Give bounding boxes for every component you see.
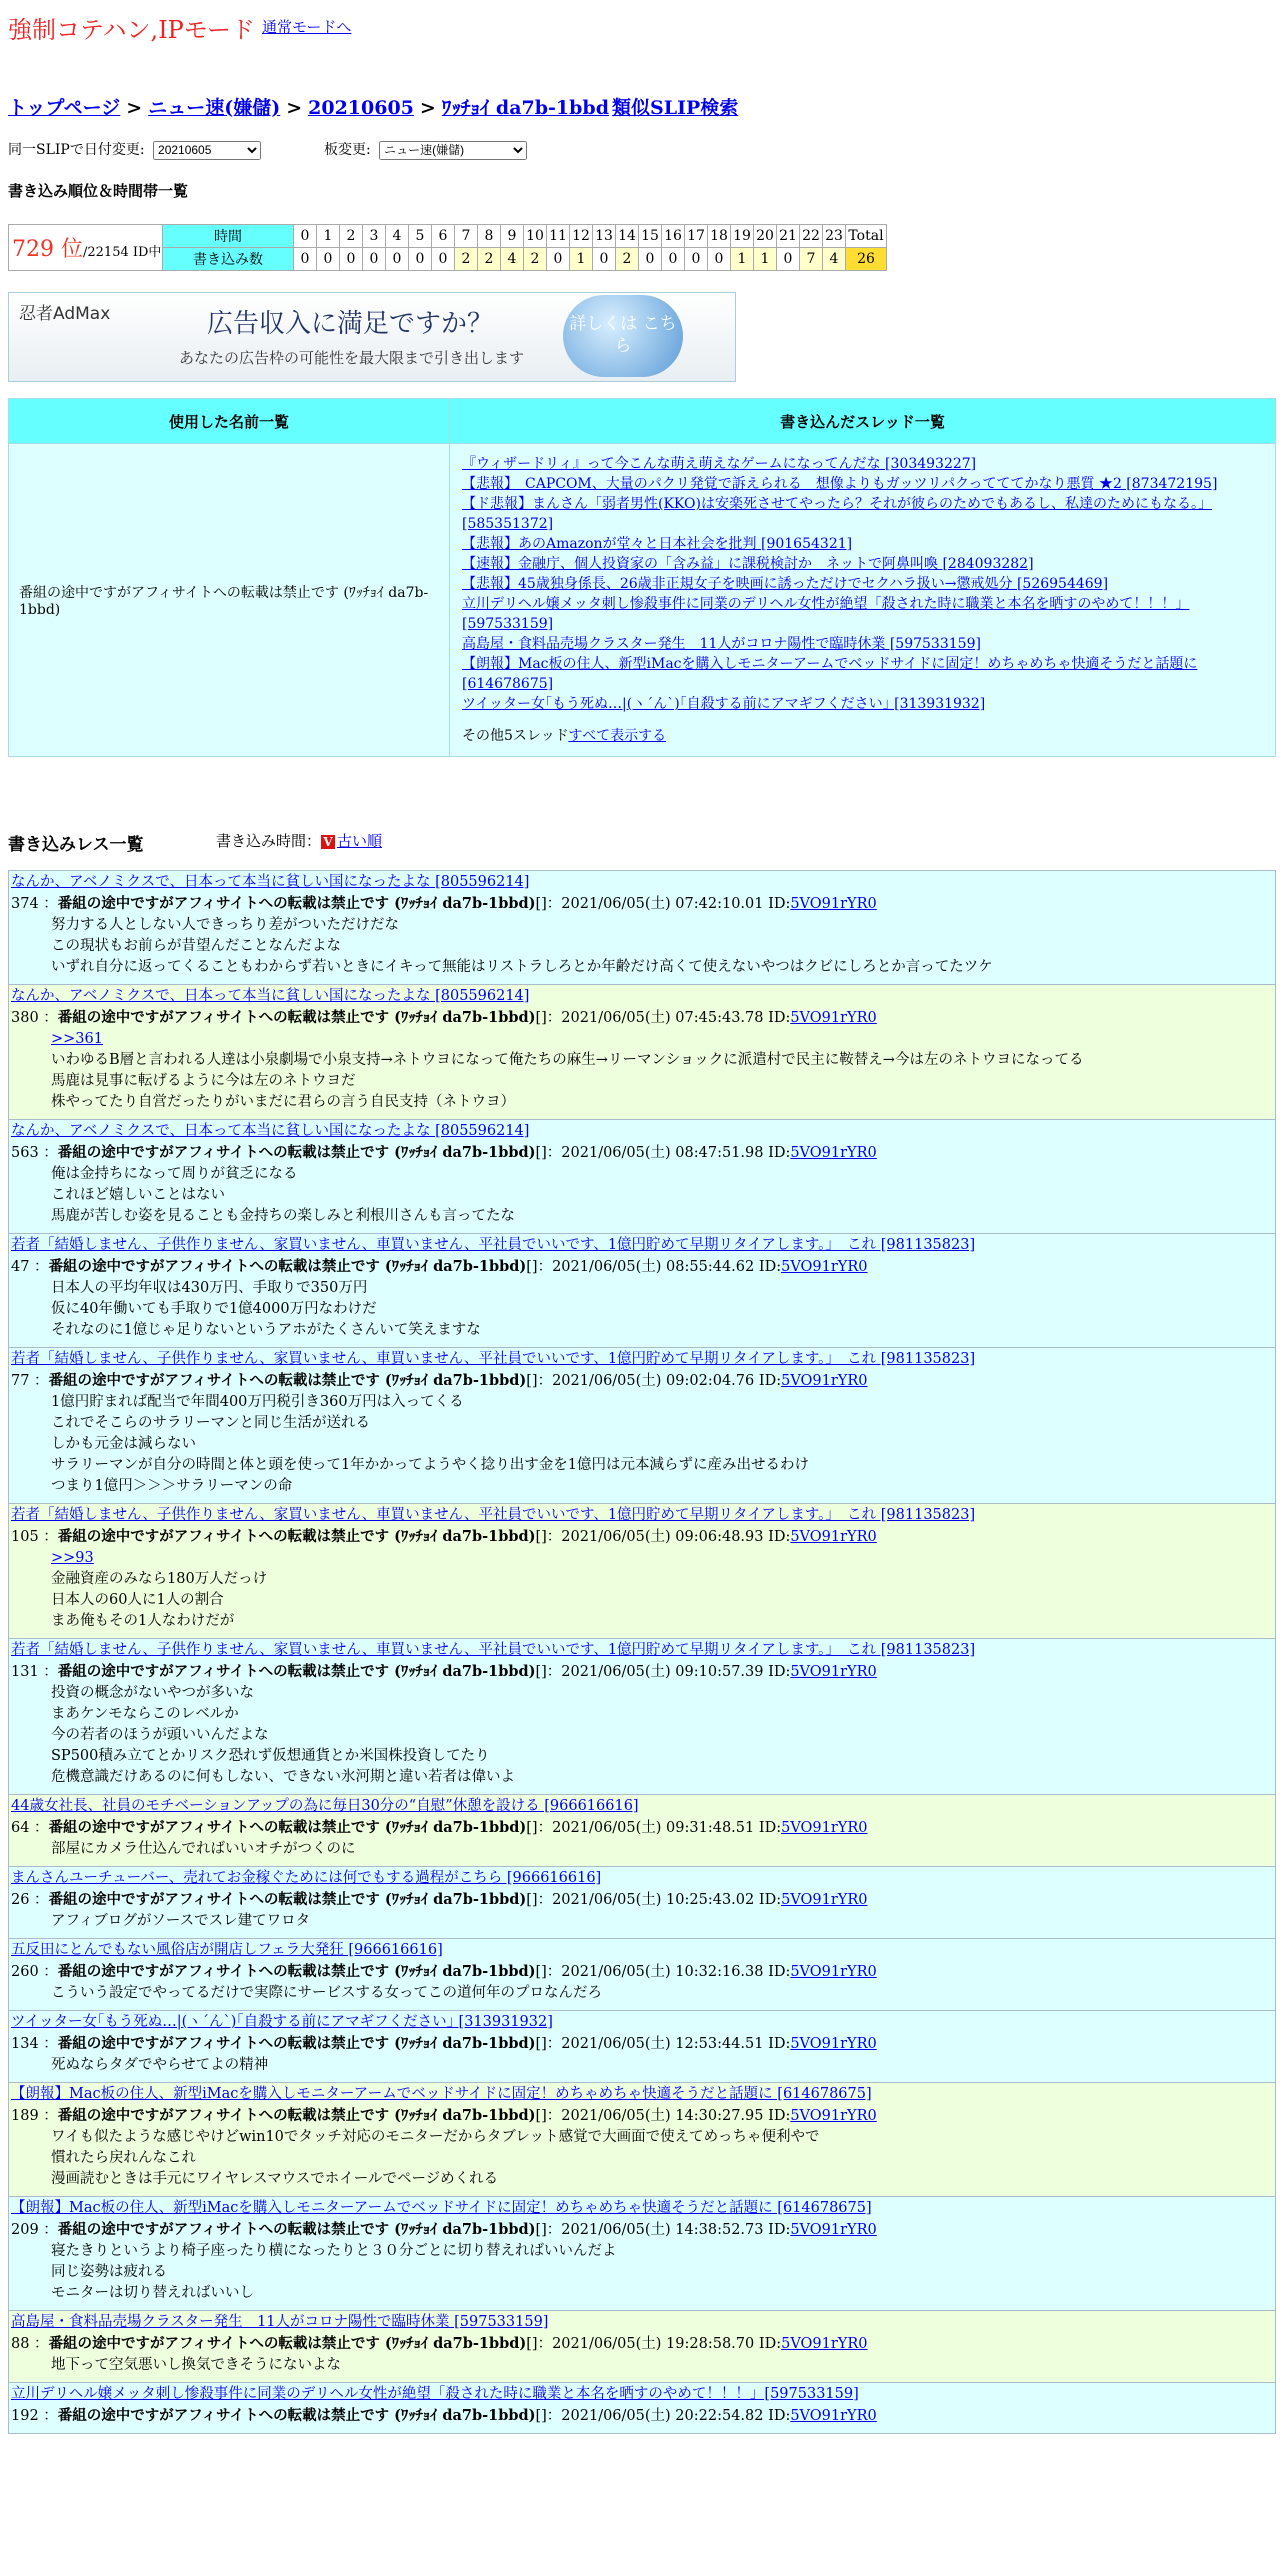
- hour-cell: 18: [708, 225, 731, 248]
- post-id-link[interactable]: 5VO91rYR0: [790, 1529, 877, 1545]
- threads-header: 書き込んだスレッド一覧: [450, 399, 1276, 444]
- thread-link[interactable]: 【悲報】45歳独身係長、26歳非正規女子を映画に誘っただけでセクハラ扱い→懲戒処分 [526954469]: [462, 576, 1109, 592]
- post-author: 番組の途中ですがアフィサイトへの転載は禁止です (ﾜｯﾁｮｲ da7b-1bbd): [48, 1258, 527, 1275]
- post-item: [8, 1233, 1276, 1348]
- post-line: 慣れたら戻れんなこれ: [51, 2150, 196, 2166]
- rank-position: 729 位: [12, 237, 83, 262]
- post-line: モニターは切り替えればいいし: [51, 2285, 254, 2301]
- post-line: これでそこらのサラリーマンと同じ生活が送れる: [51, 1415, 370, 1431]
- post-id-link[interactable]: 5VO91rYR0: [790, 1964, 877, 1980]
- post-body: [11, 1548, 1273, 1632]
- ad-banner[interactable]: [8, 292, 736, 382]
- normal-mode-link[interactable]: 通常モードへ: [262, 18, 352, 36]
- post-meta: [11, 1370, 1273, 1392]
- post-author: 番組の途中ですがアフィサイトへの転載は禁止です (ﾜｯﾁｮｲ da7b-1bbd): [57, 1663, 536, 1680]
- count-cell: 0: [593, 248, 616, 271]
- post-meta: [11, 1817, 1273, 1839]
- post-date: []：2021/06/05(土) 14:30:27.95 ID:: [535, 2108, 791, 2124]
- post-separator: ：: [29, 1259, 49, 1275]
- post-id-link[interactable]: 5VO91rYR0: [790, 896, 877, 912]
- post-item: [8, 2082, 1276, 2197]
- post-id-link[interactable]: 5VO91rYR0: [781, 2336, 868, 2352]
- post-line: 努力する人としない人できっちり差がついただけだな: [51, 917, 399, 933]
- post-date: []：2021/06/05(土) 14:38:52.73 ID:: [535, 2222, 791, 2238]
- post-number: 209: [11, 2222, 39, 2238]
- post-line: 漫画読むときは手元にワイヤレスマウスでホイールでページめくれる: [51, 2171, 499, 2187]
- hours-label: 時間: [163, 225, 294, 248]
- count-cell: 2: [524, 248, 547, 271]
- post-author: 番組の途中ですがアフィサイトへの転載は禁止です (ﾜｯﾁｮｲ da7b-1bbd): [48, 1819, 527, 1836]
- post-separator: ：: [38, 2222, 58, 2238]
- count-cell: 0: [409, 248, 432, 271]
- post-id-link[interactable]: 5VO91rYR0: [781, 1820, 868, 1836]
- post-number: 131: [11, 1664, 39, 1680]
- date-change-control: [8, 139, 261, 160]
- thread-link[interactable]: 【ド悲報】まんさん「弱者男性(KKO)は安楽死させてやったら？それが彼らのためでもあるし、私達のためにもなる。」[585351372]: [462, 496, 1212, 532]
- thread-link[interactable]: 【朗報】Mac板の住人、新型iMacを購入しモニターアームでベッドサイドに固定！めちゃめちゃ快適そうだと話題に [614678675]: [462, 656, 1198, 692]
- post-thread-link[interactable]: ツイッター女｢もう死ぬ…|(ヽ´ん`)｢自殺する前にアマギフください｣ [313931932]: [11, 2014, 553, 2030]
- post-line: 死ぬならタダでやらせてよの精神: [51, 2057, 269, 2073]
- post-separator: ：: [29, 1373, 49, 1389]
- post-line: いわゆるB層と言われる人達は小泉劇場で小泉支持→ネトウヨになって俺たちの麻生→リーマンショックに派遣村で民主に鞍替え→今は左のネトウヨになってる: [51, 1052, 1084, 1068]
- post-number: 374: [11, 896, 39, 912]
- post-thread-link[interactable]: 高島屋・食料品売場クラスター発生 11人がコロナ陽性で臨時休業 [597533159]: [11, 2314, 549, 2330]
- post-date: []：2021/06/05(土) 09:02:04.76 ID:: [526, 1373, 782, 1389]
- post-separator: ：: [38, 1010, 58, 1026]
- other-threads-row: [462, 726, 1263, 746]
- post-id-link[interactable]: 5VO91rYR0: [790, 1010, 877, 1026]
- post-line: 金融資産のみなら180万人だっけ: [51, 1571, 268, 1587]
- post-id-link[interactable]: 5VO91rYR0: [790, 2036, 877, 2052]
- post-meta: [11, 2033, 1273, 2055]
- post-thread-link[interactable]: 【朗報】Mac板の住人、新型iMacを購入しモニターアームでベッドサイドに固定！めちゃめちゃ快適そうだと話題に [614678675]: [11, 2086, 872, 2102]
- post-item: [8, 1794, 1276, 1867]
- post-separator: ：: [38, 1529, 58, 1545]
- post-date: []：2021/06/05(土) 09:31:48.51 ID:: [526, 1820, 782, 1836]
- post-meta: [11, 2333, 1273, 2355]
- post-line: 部屋にカメラ仕込んでればいいオチがつくのに: [51, 1841, 356, 1857]
- breadcrumb: [8, 93, 609, 120]
- count-cell: 0: [547, 248, 570, 271]
- hour-cell: 10: [524, 225, 547, 248]
- post-number: 88: [11, 2336, 30, 2352]
- post-line: 寝たきりというより椅子座ったり横になったりと３０分ごとに切り替えればいいんだよ: [51, 2243, 617, 2259]
- post-date: []：2021/06/05(土) 09:06:48.93 ID:: [535, 1529, 791, 1545]
- reply-anchor-link[interactable]: >>361: [51, 1031, 103, 1047]
- breadcrumb-id[interactable]: ﾜｯﾁｮｲ da7b-1bbd: [441, 97, 609, 119]
- sort-control: [216, 830, 382, 851]
- post-author: 番組の途中ですがアフィサイトへの転載は禁止です (ﾜｯﾁｮｲ da7b-1bbd): [48, 1372, 527, 1389]
- hour-total-header: Total: [846, 225, 887, 248]
- hour-cell: 7: [455, 225, 478, 248]
- post-line: 危機意識だけあるのに何もしない、できない氷河期と違い若者は偉いよ: [51, 1769, 515, 1785]
- hour-cell: 3: [363, 225, 386, 248]
- thread-link[interactable]: 【速報】金融庁、個人投資家の「含み益」に課税検討か ネットで阿鼻叫喚 [284093282]: [462, 556, 1034, 572]
- post-meta: [11, 1256, 1273, 1278]
- count-cell: 1: [754, 248, 777, 271]
- post-meta: [11, 2105, 1273, 2127]
- post-thread-link[interactable]: まんさんユーチューバー、売れてお金稼ぐためには何でもする過程がこちら [966616616]: [11, 1870, 602, 1886]
- post-item: [8, 1347, 1276, 1504]
- hour-cell: 8: [478, 225, 501, 248]
- post-id-link[interactable]: 5VO91rYR0: [790, 1664, 877, 1680]
- breadcrumb-sep: >: [286, 97, 303, 119]
- post-body: [11, 2055, 1273, 2076]
- post-thread-link[interactable]: なんか、アベノミクスで、日本って本当に貧しい国になったよな [805596214]: [11, 1123, 530, 1139]
- count-cell: 0: [294, 248, 317, 271]
- post-date: []：2021/06/05(土) 08:47:51.98 ID:: [535, 1145, 791, 1161]
- post-item: [8, 2310, 1276, 2383]
- post-line: サラリーマンが自分の時間と体と頭を使って1年かかってようやく捻り出す金を1億円は元本減らずに産み出せるわけ: [51, 1457, 809, 1473]
- names-header: 使用した名前一覧: [9, 399, 450, 444]
- hour-cell: 5: [409, 225, 432, 248]
- post-line: 同じ姿勢は疲れる: [51, 2264, 167, 2280]
- post-meta: [11, 1661, 1273, 1683]
- post-date: []：2021/06/05(土) 19:28:58.70 ID:: [526, 2336, 782, 2352]
- post-line: 馬鹿は見事に転げるように今は左のネトウヨだ: [51, 1073, 356, 1089]
- hour-cell: 12: [570, 225, 593, 248]
- count-cell: 0: [340, 248, 363, 271]
- thread-link[interactable]: 高島屋・食料品売場クラスター発生 11人がコロナ陽性で臨時休業 [597533159]: [462, 636, 981, 652]
- board-change-control: [324, 139, 527, 160]
- post-body: [11, 1278, 1273, 1341]
- thread-link[interactable]: 【悲報】あのAmazonが堂々と日本社会を批判 [901654321]: [462, 536, 853, 552]
- post-item: [8, 1866, 1276, 1939]
- post-item: [8, 2196, 1276, 2311]
- hourly-post-table: [8, 224, 887, 271]
- post-line: いずれ自分に返ってくることもわからず若いときにイキって無能はリストラしろとか年齢だけ高くて使えないやつはクビにしろとか言ってたツケ: [51, 959, 993, 975]
- post-author: 番組の途中ですがアフィサイトへの転載は禁止です (ﾜｯﾁｮｲ da7b-1bbd): [57, 1144, 536, 1161]
- post-separator: ：: [38, 2036, 58, 2052]
- post-meta: [11, 1961, 1273, 1983]
- count-cell: 0: [662, 248, 685, 271]
- post-line: この現状もお前らが昔望んだことなんだよな: [51, 938, 341, 954]
- post-id-link[interactable]: 5VO91rYR0: [790, 2222, 877, 2238]
- count-cell: 0: [386, 248, 409, 271]
- sort-icon: V: [321, 835, 335, 849]
- post-separator: ：: [29, 2336, 49, 2352]
- post-meta: [11, 1889, 1273, 1911]
- hour-cell: 1: [317, 225, 340, 248]
- count-cell: 0: [777, 248, 800, 271]
- post-thread-link[interactable]: 若者「結婚しません、子供作りません、家買いません、車買いません、平社員でいいです、1億円貯めて早期リタイアします。」 これ [981135823]: [11, 1507, 976, 1523]
- post-date: []：2021/06/05(土) 08:55:44.62 ID:: [526, 1259, 782, 1275]
- used-name: 番組の途中ですがアフィサイトへの転載は禁止です (ﾜｯﾁｮｲ da7b-1bbd): [9, 444, 450, 757]
- post-separator: ：: [38, 2108, 58, 2124]
- post-author: 番組の途中ですがアフィサイトへの転載は禁止です (ﾜｯﾁｮｲ da7b-1bbd): [48, 1891, 527, 1908]
- hour-cell: 16: [662, 225, 685, 248]
- post-line: 俺は金持ちになって周りが貧乏になる: [51, 1166, 298, 1182]
- hour-cell: 0: [294, 225, 317, 248]
- post-number: 192: [11, 2408, 39, 2424]
- post-item: [8, 1503, 1276, 1639]
- count-cell: 4: [501, 248, 524, 271]
- post-body: [11, 2127, 1273, 2190]
- hour-cell: 22: [800, 225, 823, 248]
- breadcrumb-board[interactable]: ニュー速(嫌儲): [148, 97, 281, 119]
- post-separator: ：: [29, 1892, 49, 1908]
- forced-mode-title: 強制コテハン,IPモード: [8, 16, 255, 44]
- ad-subtext: あなたの広告枠の可能性を最大限まで引き出します: [179, 349, 525, 367]
- hour-cell: 11: [547, 225, 570, 248]
- post-line: SP500積み立てとかリスク恐れず仮想通貨とか米国株投資してたり: [51, 1748, 490, 1764]
- count-total: 26: [846, 248, 887, 271]
- date-change-label: 同一SLIPで日付変更:: [8, 142, 145, 158]
- thread-list: [450, 444, 1276, 757]
- post-body: [11, 915, 1273, 978]
- post-id-link[interactable]: 5VO91rYR0: [790, 2108, 877, 2124]
- post-number: 563: [11, 1145, 39, 1161]
- hour-cell: 21: [777, 225, 800, 248]
- post-line: アフィブログがソースでスレ建てワロタ: [51, 1913, 311, 1929]
- reply-anchor-link[interactable]: >>93: [51, 1550, 94, 1566]
- post-body: [11, 1164, 1273, 1227]
- hour-cell: 19: [731, 225, 754, 248]
- post-number: 64: [11, 1820, 30, 1836]
- hour-cell: 17: [685, 225, 708, 248]
- count-cell: 0: [685, 248, 708, 271]
- post-date: []：2021/06/05(土) 12:53:44.51 ID:: [535, 2036, 791, 2052]
- hour-cell: 20: [754, 225, 777, 248]
- post-author: 番組の途中ですがアフィサイトへの転載は禁止です (ﾜｯﾁｮｲ da7b-1bbd): [57, 2221, 536, 2238]
- post-line: 日本人の60人に1人の割合: [51, 1592, 224, 1608]
- thread-link[interactable]: 【悲報】 CAPCOM、大量のパクリ発覚で訴えられる 想像よりもガッツリパクってててかなり悪質 ★2 [873472195]: [462, 476, 1218, 492]
- breadcrumb-top[interactable]: トップページ: [8, 97, 121, 119]
- post-line: 1億円貯まれば配当で年間400万円税引き360万円は入ってくる: [51, 1394, 464, 1410]
- post-thread-link[interactable]: なんか、アベノミクスで、日本って本当に貧しい国になったよな [805596214]: [11, 988, 530, 1004]
- post-list: [8, 870, 1276, 2433]
- post-body: [11, 1029, 1273, 1113]
- post-line: これほど嬉しいことはない: [51, 1187, 225, 1203]
- post-number: 134: [11, 2036, 39, 2052]
- post-thread-link[interactable]: 若者「結婚しません、子供作りません、家買いません、車買いません、平社員でいいです、1億円貯めて早期リタイアします。」 これ [981135823]: [11, 1237, 976, 1253]
- post-item: [8, 1938, 1276, 2011]
- count-cell: 1: [570, 248, 593, 271]
- count-cell: 4: [823, 248, 846, 271]
- post-date: []：2021/06/05(土) 10:32:16.38 ID:: [535, 1964, 791, 1980]
- post-date: []：2021/06/05(土) 09:10:57.39 ID:: [535, 1664, 791, 1680]
- post-meta: [11, 2219, 1273, 2241]
- thread-link[interactable]: 『ウィザードリィ』って今こんな萌え萌えなゲームになってんだな [303493227]: [462, 456, 977, 472]
- post-author: 番組の途中ですがアフィサイトへの転載は禁止です (ﾜｯﾁｮｲ da7b-1bbd): [57, 1963, 536, 1980]
- post-number: 26: [11, 1892, 30, 1908]
- post-line: しかも元金は減らない: [51, 1436, 196, 1452]
- post-body: [11, 1911, 1273, 1932]
- post-author: 番組の途中ですがアフィサイトへの転載は禁止です (ﾜｯﾁｮｲ da7b-1bbd): [57, 895, 536, 912]
- post-line: 今の若者のほうが頭いいんだよな: [51, 1727, 269, 1743]
- hour-cell: 15: [639, 225, 662, 248]
- breadcrumb-sep: >: [126, 97, 143, 119]
- post-author: 番組の途中ですがアフィサイトへの転載は禁止です (ﾜｯﾁｮｲ da7b-1bbd): [57, 2035, 536, 2052]
- hour-cell: 13: [593, 225, 616, 248]
- post-thread-link[interactable]: 立川デリヘル嬢メッタ刺し惨殺事件に同業のデリヘル女性が絶望「殺された時に職業と本名を晒すのやめて！！！」[597533159]: [11, 2386, 859, 2402]
- post-number: 260: [11, 1964, 39, 1980]
- rank-cell: [9, 225, 163, 271]
- post-separator: ：: [38, 1664, 58, 1680]
- post-separator: ：: [29, 1820, 49, 1836]
- post-id-link[interactable]: 5VO91rYR0: [781, 1373, 868, 1389]
- hour-cell: 2: [340, 225, 363, 248]
- hour-cell: 4: [386, 225, 409, 248]
- thread-link[interactable]: ツイッター女｢もう死ぬ…|(ヽ´ん`)｢自殺する前にアマギフください｣ [313931932]: [462, 696, 986, 712]
- post-line: それなのに1億じゃ足りないというアホがたくさんいて笑えますな: [51, 1322, 481, 1338]
- post-thread-link[interactable]: 若者「結婚しません、子供作りません、家買いません、車買いません、平社員でいいです、1億円貯めて早期リタイアします。」 これ [981135823]: [11, 1642, 976, 1658]
- posts-label: 書き込み数: [163, 248, 294, 271]
- post-number: 105: [11, 1529, 39, 1545]
- count-cell: 2: [616, 248, 639, 271]
- post-number: 47: [11, 1259, 30, 1275]
- hour-cell: 6: [432, 225, 455, 248]
- post-number: 77: [11, 1373, 30, 1389]
- rank-section-title: 書き込み順位＆時間帯一覧: [8, 182, 189, 200]
- ad-details-button[interactable]: 詳しくは こちら: [563, 295, 683, 377]
- count-cell: 0: [432, 248, 455, 271]
- post-author: 番組の途中ですがアフィサイトへの転載は禁止です (ﾜｯﾁｮｲ da7b-1bbd): [48, 2335, 527, 2352]
- post-number: 189: [11, 2108, 39, 2124]
- post-line: 株やってたり自営だったりがいまだに君らの言う自民支持（ネトウヨ）: [51, 1094, 515, 1110]
- post-thread-link[interactable]: 【朗報】Mac板の住人、新型iMacを購入しモニターアームでベッドサイドに固定！めちゃめちゃ快適そうだと話題に [614678675]: [11, 2200, 872, 2216]
- post-item: [8, 2010, 1276, 2083]
- count-cell: 7: [800, 248, 823, 271]
- post-meta: [11, 1526, 1273, 1548]
- post-meta: [11, 1142, 1273, 1164]
- post-meta: [11, 1007, 1273, 1029]
- post-line: つまり1億円＞＞＞サラリーマンの命: [51, 1478, 293, 1494]
- post-body: [11, 1683, 1273, 1788]
- sort-old-link[interactable]: 古い順: [337, 832, 383, 850]
- post-line: 投資の概念がないやつが多いな: [51, 1685, 254, 1701]
- post-line: 日本人の平均年収は430万円、手取りで350万円: [51, 1280, 368, 1296]
- date-select[interactable]: [153, 141, 261, 160]
- post-author: 番組の途中ですがアフィサイトへの転載は禁止です (ﾜｯﾁｮｲ da7b-1bbd): [57, 1009, 536, 1026]
- post-meta: [11, 893, 1273, 915]
- post-author: 番組の途中ですがアフィサイトへの転載は禁止です (ﾜｯﾁｮｲ da7b-1bbd): [57, 2407, 536, 2424]
- post-item: [8, 870, 1276, 985]
- post-author: 番組の途中ですがアフィサイトへの転載は禁止です (ﾜｯﾁｮｲ da7b-1bbd): [57, 1528, 536, 1545]
- post-meta: [11, 2405, 1273, 2427]
- post-line: 仮に40年働いても手取りで1億4000万円なわけだ: [51, 1301, 377, 1317]
- post-date: []：2021/06/05(土) 10:25:43.02 ID:: [526, 1892, 782, 1908]
- count-cell: 0: [317, 248, 340, 271]
- post-line: まあ俺もその1人なわけだが: [51, 1613, 235, 1629]
- post-author: 番組の途中ですがアフィサイトへの転載は禁止です (ﾜｯﾁｮｲ da7b-1bbd): [57, 2107, 536, 2124]
- hour-cell: 23: [823, 225, 846, 248]
- post-date: []：2021/06/05(土) 07:42:10.01 ID:: [535, 896, 791, 912]
- show-all-link[interactable]: すべて表示する: [568, 728, 667, 744]
- post-line: ワイも似たような感じやけどwin10でタッチ対応のモニターだからタブレット感覚で大画面で使えてめっちゃ便利やで: [51, 2129, 820, 2145]
- other-threads-count: その他5スレッド: [462, 728, 569, 744]
- post-id-link[interactable]: 5VO91rYR0: [781, 1892, 868, 1908]
- post-line: まあケンモならこのレベルか: [51, 1706, 239, 1722]
- post-item: [8, 1119, 1276, 1234]
- post-separator: ：: [38, 2408, 58, 2424]
- post-date: []：2021/06/05(土) 20:22:54.82 ID:: [535, 2408, 791, 2424]
- time-label: 書き込み時間：: [216, 832, 322, 850]
- post-item: [8, 984, 1276, 1120]
- summary-table: [8, 398, 1276, 757]
- post-body: [11, 2355, 1273, 2376]
- hour-cell: 14: [616, 225, 639, 248]
- post-number: 380: [11, 1010, 39, 1026]
- thread-link[interactable]: 立川デリヘル嬢メッタ刺し惨殺事件に同業のデリヘル女性が絶望「殺された時に職業と本名を晒すのやめて！！！」[597533159]: [462, 596, 1190, 632]
- post-line: 馬鹿が苦しむ姿を見ることも金持ちの楽しみと利根川さんも言ってたな: [51, 1208, 515, 1224]
- post-item: [8, 2382, 1276, 2434]
- breadcrumb-sep: >: [419, 97, 436, 119]
- board-select[interactable]: [379, 141, 527, 160]
- post-id-link[interactable]: 5VO91rYR0: [790, 2408, 877, 2424]
- post-thread-link[interactable]: なんか、アベノミクスで、日本って本当に貧しい国になったよな [805596214]: [11, 874, 530, 890]
- post-body: [11, 2241, 1273, 2304]
- posts-section-title: 書き込みレス一覧: [8, 835, 144, 855]
- count-cell: 2: [478, 248, 501, 271]
- board-change-label: 板変更:: [324, 142, 371, 158]
- post-separator: ：: [38, 1145, 58, 1161]
- post-line: 地下って空気悪いし換気できそうにないよな: [51, 2357, 341, 2373]
- hour-cell: 9: [501, 225, 524, 248]
- rank-total: /22154 ID中: [83, 245, 162, 260]
- count-cell: 0: [708, 248, 731, 271]
- post-body: [11, 1983, 1273, 2004]
- post-body: [11, 1392, 1273, 1497]
- post-thread-link[interactable]: 五反田にとんでもない風俗店が開店しフェラ大発狂 [966616616]: [11, 1942, 443, 1958]
- count-cell: 0: [363, 248, 386, 271]
- similar-slip-link[interactable]: 類似SLIP検索: [612, 97, 739, 119]
- ad-logo: 忍者AdMax: [19, 304, 111, 324]
- post-id-link[interactable]: 5VO91rYR0: [790, 1145, 877, 1161]
- ad-headline: 広告収入に満足ですか？: [207, 309, 494, 339]
- count-cell: 0: [639, 248, 662, 271]
- post-date: []：2021/06/05(土) 07:45:43.78 ID:: [535, 1010, 791, 1026]
- post-thread-link[interactable]: 若者「結婚しません、子供作りません、家買いません、車買いません、平社員でいいです、1億円貯めて早期リタイアします。」 これ [981135823]: [11, 1351, 976, 1367]
- post-item: [8, 1638, 1276, 1795]
- post-thread-link[interactable]: 44歳女社長、社員のモチベーションアップの為に毎日30分の“自慰”休憩を設ける [966616616]: [11, 1798, 639, 1814]
- count-cell: 1: [731, 248, 754, 271]
- count-cell: 2: [455, 248, 478, 271]
- breadcrumb-date[interactable]: 20210605: [308, 97, 414, 119]
- post-separator: ：: [38, 896, 58, 912]
- post-separator: ：: [38, 1964, 58, 1980]
- post-line: こういう設定でやってるだけで実際にサービスする女ってこの道何年のプロなんだろ: [51, 1985, 602, 2001]
- post-body: [11, 1839, 1273, 1860]
- post-id-link[interactable]: 5VO91rYR0: [781, 1259, 868, 1275]
